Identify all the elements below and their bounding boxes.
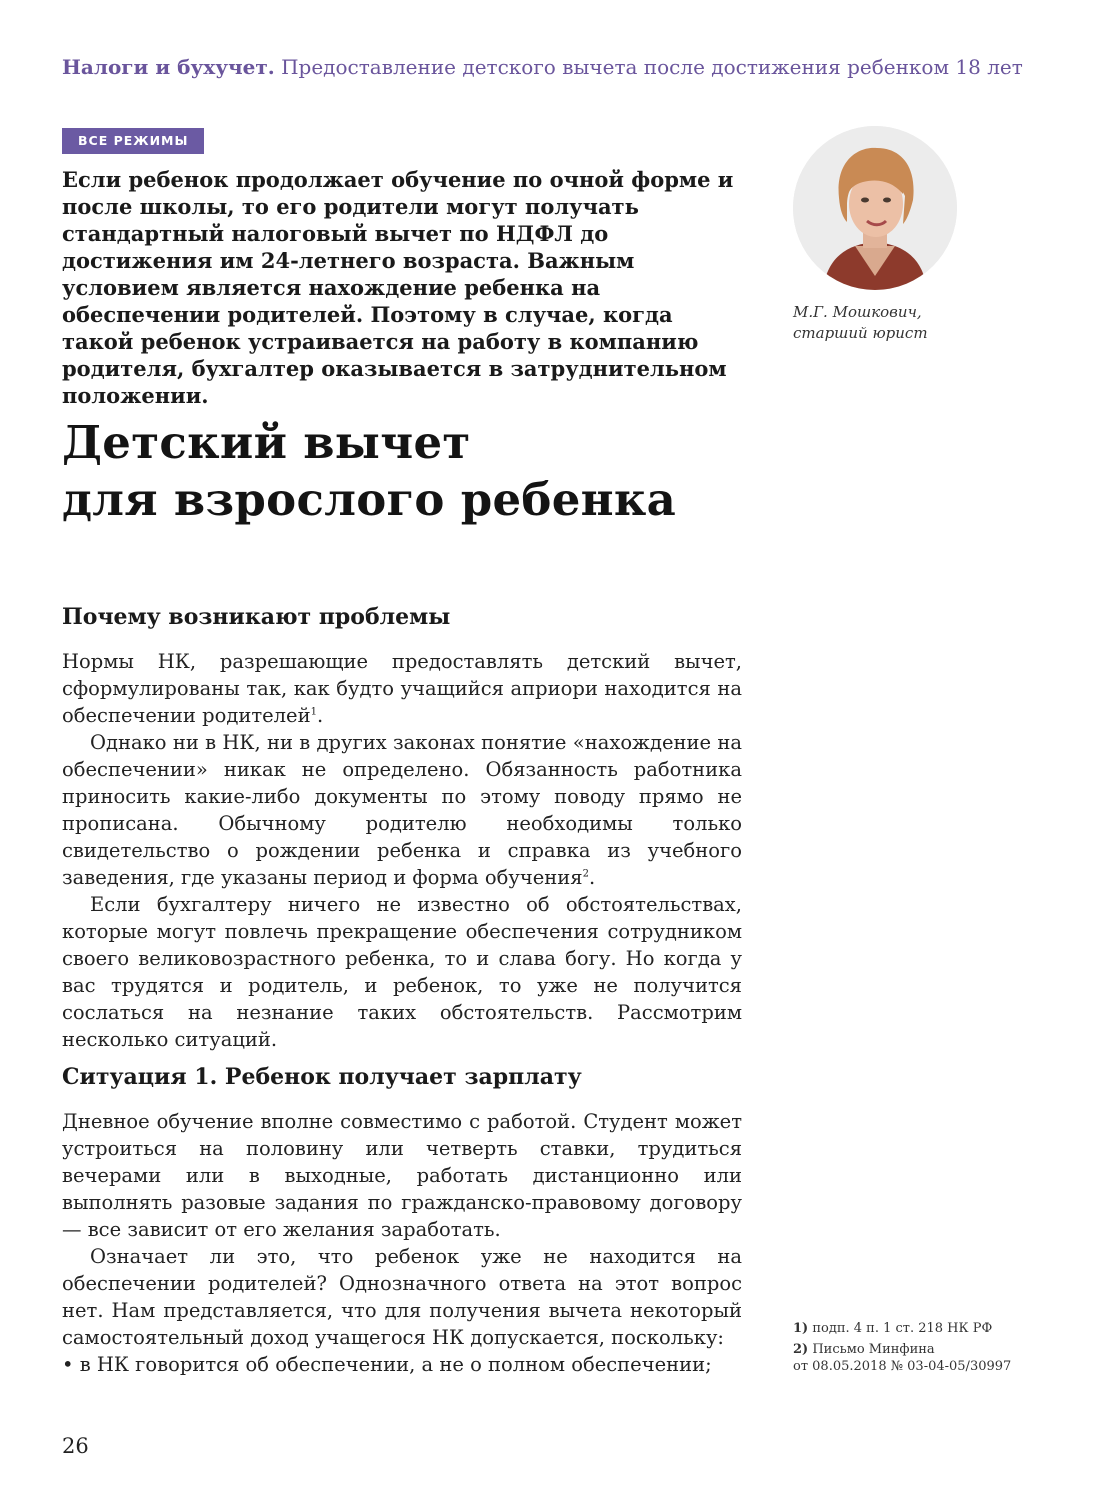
footnote-text-continued: от 08.05.2018 № 03-04-05/30997	[793, 1359, 1012, 1374]
page-number: 26	[62, 1434, 89, 1458]
section-body-problems	[62, 648, 742, 1053]
footnote-ref: 2	[582, 868, 589, 880]
bullet-item: • в НК говорится об обеспечении, а не о полном обеспечении;	[62, 1353, 712, 1376]
section-heading-situation-1: Ситуация 1. Ребенок получает зарплату	[62, 1064, 582, 1090]
running-header	[62, 54, 1052, 80]
title-line-2: для взрослого ребенка	[62, 473, 677, 526]
paragraph-text: Нормы НК, разрешающие предоставлять детский вычет, сформулированы так, как будто учащийся априори находится на обеспечении родителей	[62, 650, 742, 727]
author-role: старший юрист	[793, 324, 928, 342]
author-portrait-icon	[793, 126, 957, 290]
author-caption	[793, 302, 1033, 344]
footnotes	[793, 1320, 1043, 1379]
header-subtitle: Предоставление детского вычета после достижения ребенком 18 лет	[281, 55, 1023, 79]
lead-paragraph: Если ребенок продолжает обучение по очной форме и после школы, то его родители могут получать стандартный налоговый вычет по НДФЛ до достижения им 24-летнего возраста. Важным условием является нахождение ребенка на обеспечении родителей. Поэтому в случае, когда такой ребенок устраивается на работу в компанию родителя, бухгалтер оказывается в затруднительном положении.	[62, 167, 734, 408]
header-section: Налоги и бухучет.	[62, 55, 275, 79]
footnote-text: подп. 4 п. 1 ст. 218 НК РФ	[812, 1321, 993, 1336]
article-title	[62, 414, 822, 528]
footnote-2	[793, 1341, 1043, 1375]
paragraph: Означает ли это, что ребенок уже не находится на обеспечении родителей? Однозначного ответа на этот вопрос нет. Нам представляется, что для получения вычета некоторый самостоятельный доход учащегося НК допускается, поскольку:	[62, 1245, 742, 1349]
title-line-1: Детский вычет	[62, 416, 471, 469]
footnote-ref: 1	[310, 706, 317, 718]
author-photo	[793, 126, 957, 290]
paragraph: Если бухгалтеру ничего не известно об обстоятельствах, которые могут повлечь прекращение обеспечения сотрудником своего великовозрастного ребенка, то и слава богу. Но когда у вас трудятся и родитель, и ребенок, то уже не получится сослаться на незнание таких обстоятельств. Рассмотрим несколько ситуаций.	[62, 893, 742, 1051]
regime-badge: ВСЕ РЕЖИМЫ	[62, 128, 204, 154]
footnote-1	[793, 1320, 1043, 1337]
author-name: М.Г. Мошкович,	[793, 303, 922, 321]
paragraph: Нормы НК, разрешающие предоставлять детский вычет, сформулированы так, как будто учащийся априори находится на обеспечении родителей$^1$.	[62, 650, 742, 727]
paragraph: Однако ни в НК, ни в других законах понятие «нахождение на обеспечении» никак не определено. Обязанность работника приносить какие-либо документы по этому поводу прямо не прописана. Обычному родителю необходимы только свидетельство о рождении ребенка и справка из учебного заведения, где указаны период и форма обучения$^2$.	[62, 731, 742, 889]
footnote-number: 2)	[793, 1342, 809, 1357]
footnote-number: 1)	[793, 1321, 809, 1336]
footnote-text: Письмо Минфина	[812, 1342, 935, 1357]
section-heading-problems: Почему возникают проблемы	[62, 604, 451, 630]
paragraph: Дневное обучение вполне совместимо с работой. Студент может устроиться на половину или четверть ставки, трудиться вечерами или в выходные, работать дистанционно или выполнять разовые задания по гражданско-правовому договору — все зависит от его желания заработать.	[62, 1110, 742, 1241]
section-body-situation-1	[62, 1108, 742, 1378]
paragraph-text: Однако ни в НК, ни в других законах понятие «нахождение на обеспечении» никак не определено. Обязанность работника приносить какие-либо документы по этому поводу прямо не прописана. Обычному родителю необходимы только свидетельство о рождении ребенка и справка из учебного заведения, где указаны период и форма обучения	[62, 731, 742, 889]
